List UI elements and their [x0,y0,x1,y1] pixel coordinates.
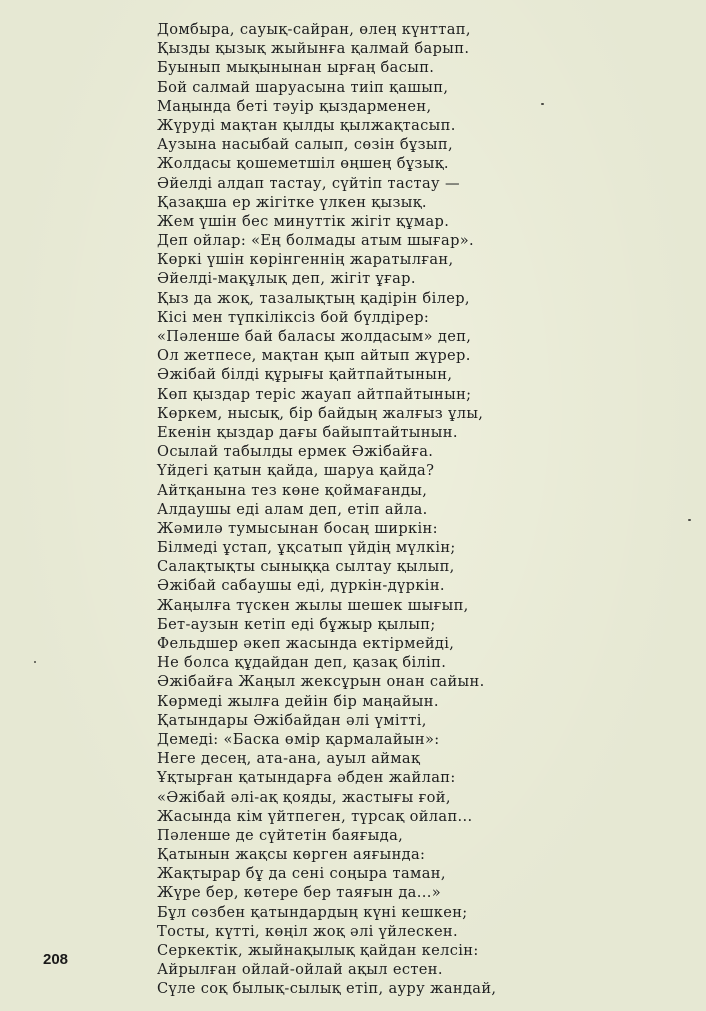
poem-line: Бет-аузын кетіп еді бұжыр қылып; [157,615,436,633]
poem-line: Айрылған ойлай-ойлай ақыл естен. [157,961,443,979]
poem-line: Жасында кім үйтпеген, түрсақ ойлап... [157,807,473,825]
poem-line: Салақтықты сыныққа сылтау қылып, [157,558,455,576]
poem-line: Көркі үшін көрінгеннің жаратылған, [157,251,454,269]
poem-line: Сүле соқ былық-сылық етіп, ауру жандай, [157,980,497,998]
poem-line: Бой салмай шаруасына тиіп қашып, [157,78,449,96]
poem-line: Білмеді ұстап, ұқсатып үйдің мүлкін; [157,539,456,557]
poem-line: Екенін қыздар дағы байыптайтынын. [157,423,458,441]
poem-line: Буынып мықынынан ырғаң басып. [157,59,435,77]
poem-line: Әжібай сабаушы еді, дүркін-дүркін. [157,577,445,595]
poem-line: Осылай табылды ермек Әжібайға. [157,443,434,461]
poem-line: Айтқанына тез көне қоймағанды, [157,481,428,499]
poem-line: Жақтырар бұ да сені соңыра таман, [157,865,446,883]
poem-line: Жәмилә тумысынан босаң ширкін: [157,519,438,537]
poem-line: Ол жетпесе, мақтан қып айтып жүрер. [157,347,471,365]
poem-line: Фельдшер әкеп жасында ектірмейді, [157,635,455,652]
poem-line: Серкектік, жыйнақылық қайдан келсін: [157,942,479,959]
paper-speck [541,103,544,105]
poem-line: «Әжібай әлі-ақ қояды, жастығы ғой, [157,788,451,806]
poem-line: Әжібай білді құрығы қайтпайтынын, [157,366,453,384]
page-number: 208 [43,951,69,968]
poem-line: Қатынын жақсы көрген аяғында: [157,846,426,864]
poem-line: Домбыра, сауық-сайран, өлең күнттап, [157,21,471,38]
poem-line: Әжібайға Жаңыл жексұрын онан сайын. [157,673,485,691]
paper-speck [34,661,36,663]
poem-line: Пәленше де сүйтетін баяғыда, [157,826,404,844]
poem-line: Неге десең, ата-ана, ауыл аймақ [157,750,421,768]
poem-line: Қыз да жоқ, тазалықтың қадірін білер, [157,289,470,307]
poem-line: Жүре бер, көтере бер таяғын да...» [157,884,441,902]
poem-line: Жем үшін бес минуттік жігіт құмар. [157,212,450,230]
poem-line: Демеді: «Баска өмір қармалайын»: [157,730,440,748]
poem-line: Кісі мен түпкіліксіз бой бүлдірер: [157,308,430,326]
poem-line: Маңында беті тәуір қыздарменен, [157,97,432,115]
poem-line: Әйелді-мақұлық деп, жігіт ұғар. [157,270,416,288]
poem-line: «Пәленше бай баласы жолдасым» деп, [157,328,472,345]
poem-line: Қазақша ер жігітке үлкен қызық. [157,193,427,211]
poem-line: Аузына насыбай салып, сөзін бұзып, [157,136,453,154]
poem-line: Тосты, күтті, көңіл жоқ әлі үйлескен. [157,922,458,940]
poem-text [157,20,496,999]
poem-line: Жүруді мақтан қылды қылжақтасып. [157,116,456,134]
poem-line: Алдаушы еді алам деп, етіп айла. [157,500,428,518]
poem-line: Не болса құдайдан деп, қазақ біліп. [157,654,447,672]
poem-line: Ұқтырған қатындарға әбден жайлап: [157,769,456,787]
paper-speck [688,519,691,521]
poem-line: Әйелді алдап тастау, сүйтіп тастау — [157,174,460,192]
poem-line: Көркем, нысық, бір байдың жалғыз ұлы, [157,404,484,422]
poem-line: Үйдегі қатын қайда, шаруа қайда? [157,462,435,480]
poem-line: Деп ойлар: «Ең болмады атым шығар». [157,232,475,250]
poem-line: Көп қыздар теріс жауап айтпайтынын; [157,385,472,403]
poem-line: Көрмеді жылға дейін бір маңайын. [157,692,439,710]
poem-line: Бұл сөзбен қатындардың күні кешкен; [157,903,468,921]
poem-line: Қатындары Әжібайдан әлі үмітті, [157,711,427,729]
poem-line: Қызды қызық жыйынға қалмай барып. [157,40,470,58]
poem-line: Жаңылға түскен жылы шешек шығып, [157,596,469,614]
poem-line: Жолдасы қошеметшіл өңшең бұзық. [157,155,449,173]
